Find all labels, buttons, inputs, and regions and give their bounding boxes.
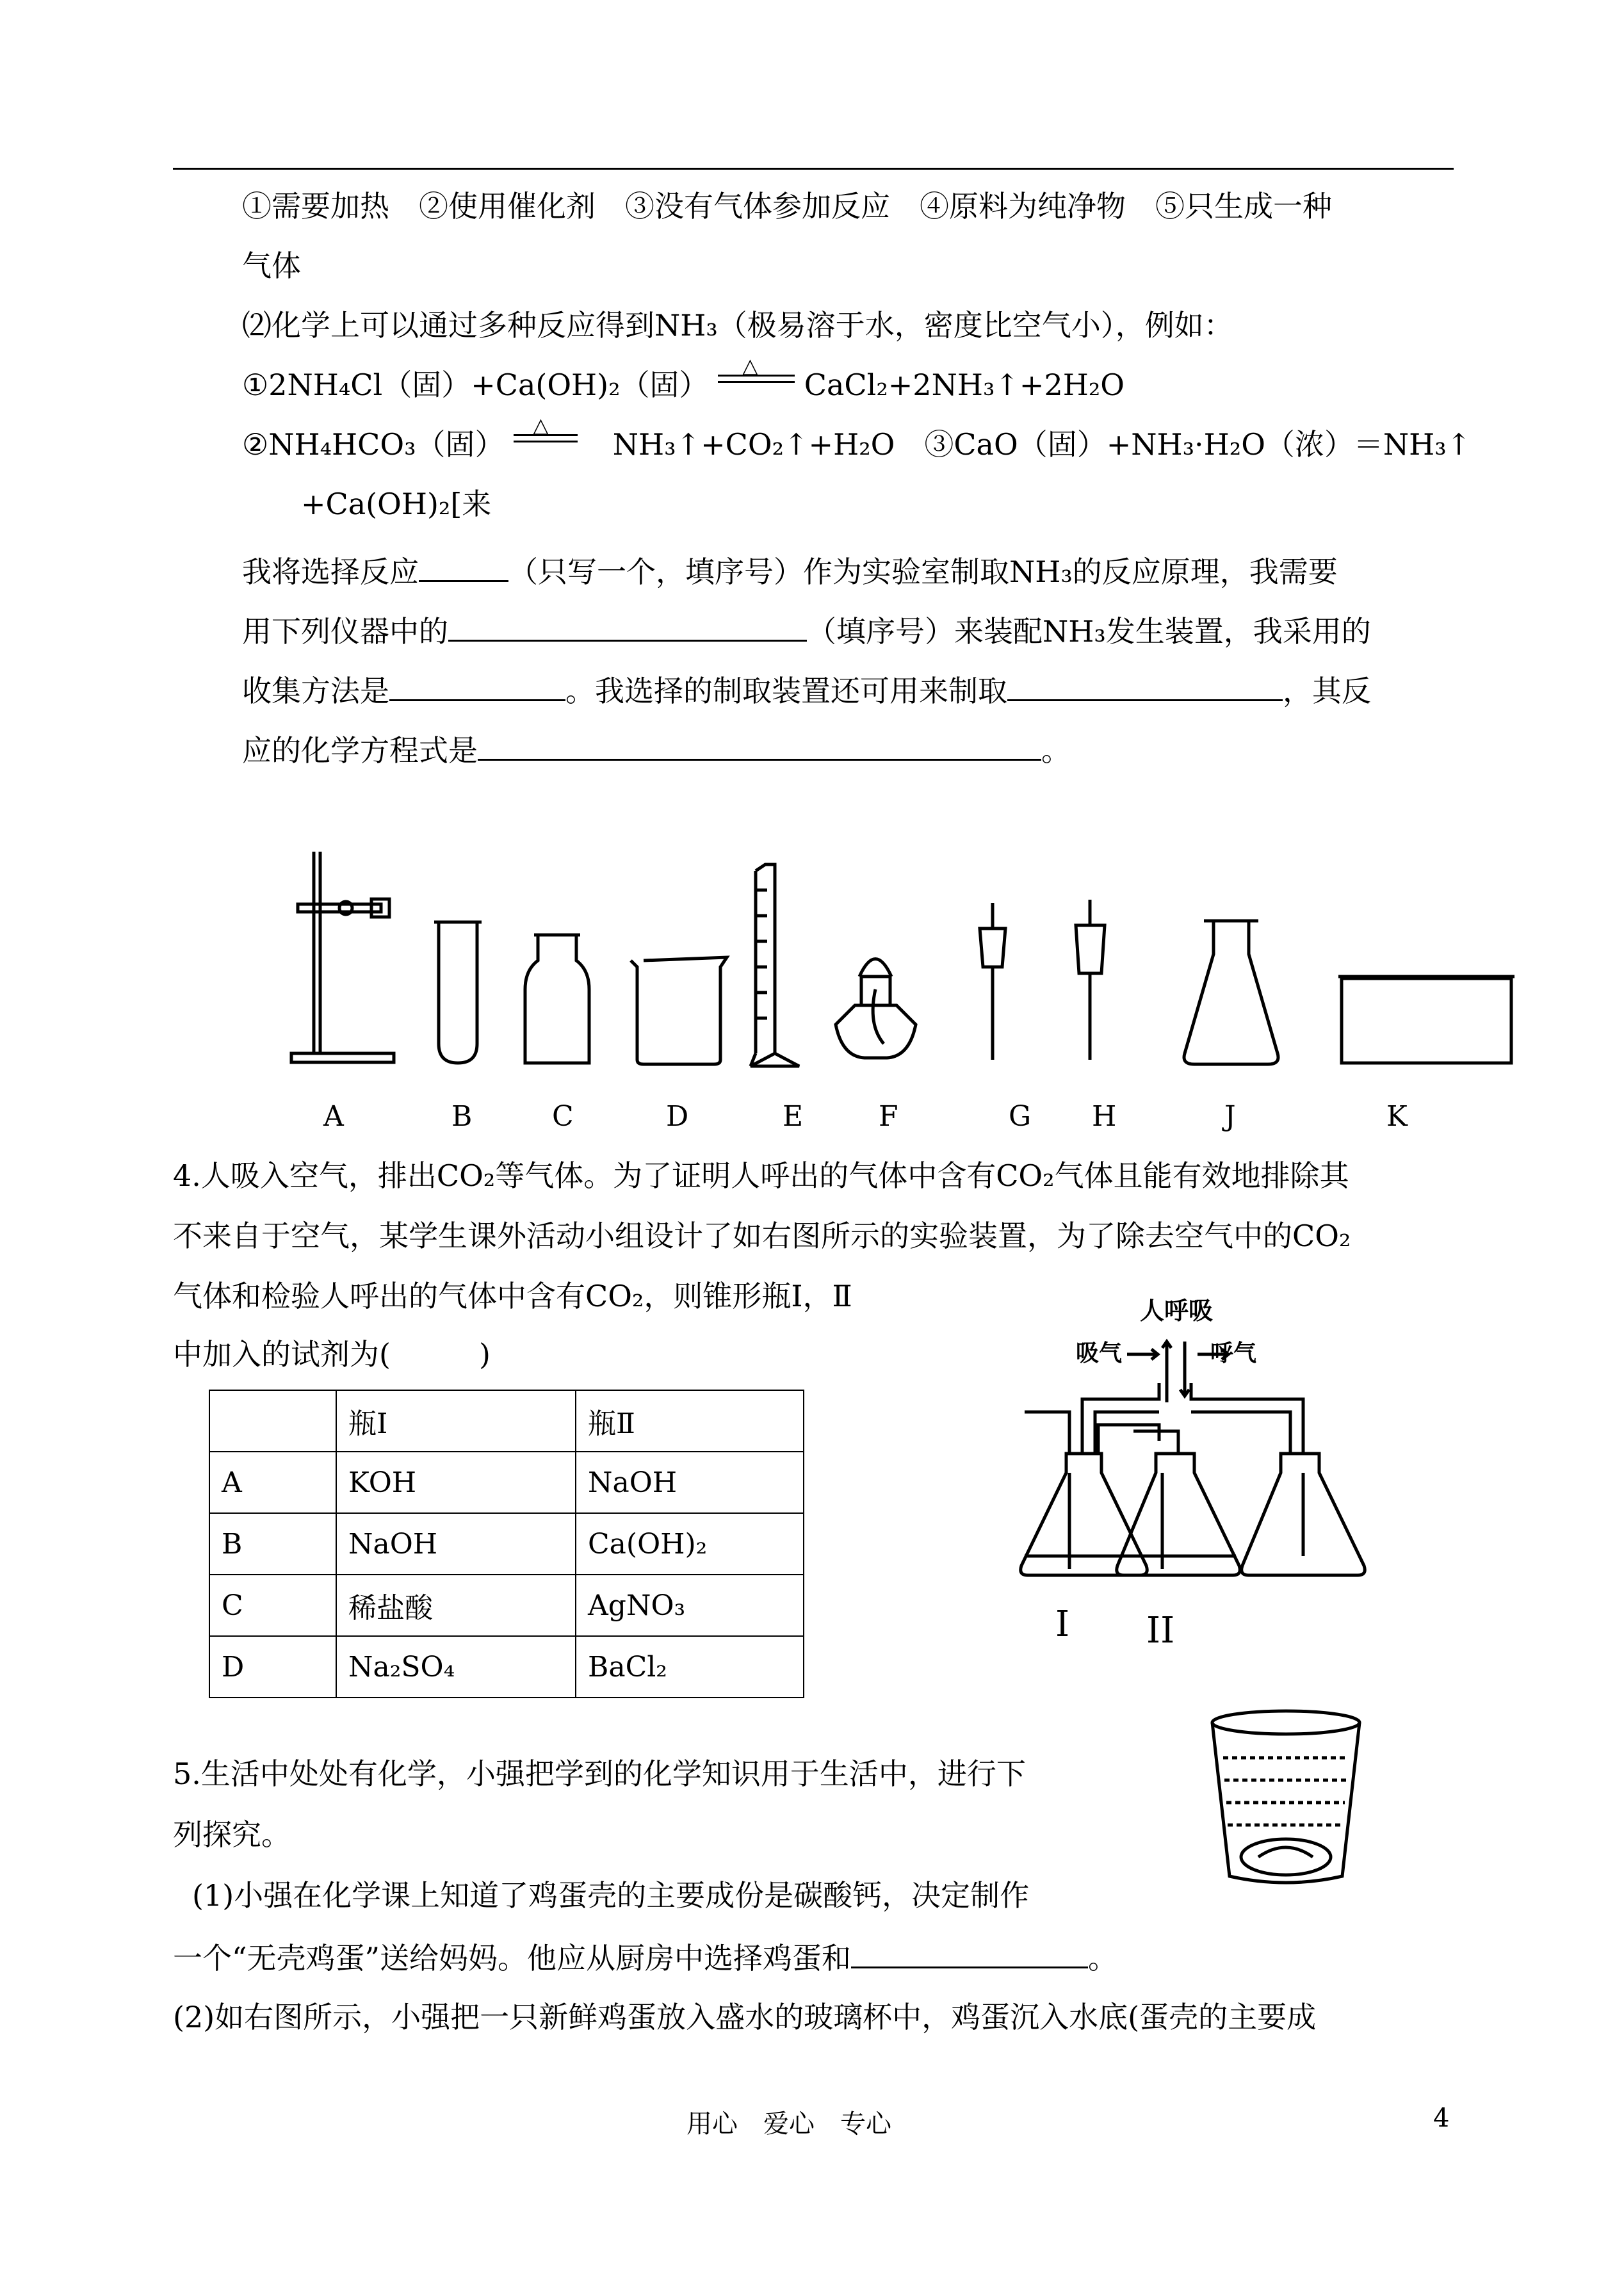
option-list: ①需要加热 ②使用催化剂 ③没有气体参加反应 ④原料为纯净物 ⑤只生成一种 xyxy=(242,189,1332,223)
table-cell: KOH xyxy=(336,1452,576,1513)
iron-stand-icon xyxy=(291,852,394,1062)
table-cell: Na₂SO₄ xyxy=(336,1636,576,1698)
reagent-table xyxy=(209,1390,804,1698)
label-h: H xyxy=(1092,1100,1117,1133)
q5-line-1: 5.生活中处处有化学，小强把学到的化学知识用于生活中，进行下 xyxy=(173,1756,1026,1791)
label-g: G xyxy=(1009,1100,1032,1133)
fill-line-1: 我将选择反应 （只写一个，填序号）作为实验室制取NH₃的反应原理，我需要 xyxy=(242,551,1338,591)
flask-label-1: I xyxy=(1055,1603,1070,1645)
table-row xyxy=(209,1452,804,1513)
blank-equation[interactable] xyxy=(478,729,1041,761)
table-cell: D xyxy=(209,1636,336,1698)
blank-collect-method[interactable] xyxy=(389,670,565,701)
heat-triangle-2: △ xyxy=(533,413,549,437)
apparatus-figure xyxy=(269,832,1524,1076)
header-rule xyxy=(173,168,1454,170)
table-header-row xyxy=(209,1390,804,1452)
q3-part2-intro: ⑵化学上可以通过多种反应得到NH₃（极易溶于水，密度比空气小），例如： xyxy=(242,308,1233,343)
table-cell: NaOH xyxy=(576,1452,804,1513)
fig-label-exhale: 呼气 xyxy=(1210,1340,1257,1366)
breathing-apparatus-figure xyxy=(999,1287,1396,1665)
reaction-3-cont: +Ca(OH)₂[来 xyxy=(301,487,492,521)
q4-line-3: 气体和检验人呼出的气体中含有CO₂，则锥形瓶Ⅰ，Ⅱ xyxy=(173,1279,852,1313)
reaction-2-3 xyxy=(242,413,1472,464)
label-c: C xyxy=(552,1100,574,1133)
test-tube-icon xyxy=(439,922,477,1063)
stopper-tube-h-icon xyxy=(1076,900,1105,1060)
option-list-cont: 气体 xyxy=(242,248,301,283)
table-cell xyxy=(209,1390,336,1452)
label-k: K xyxy=(1386,1100,1408,1133)
table-cell: 瓶Ⅱ xyxy=(576,1390,804,1452)
table-cell: AgNO₃ xyxy=(576,1575,804,1636)
label-f: F xyxy=(879,1100,898,1133)
fill-line-4: 应的化学方程式是 。 xyxy=(242,729,1071,770)
table-cell: 稀盐酸 xyxy=(336,1575,576,1636)
fill-line-3: 收集方法是 。我选择的制取装置还可用来制取 ，其反 xyxy=(242,670,1371,710)
label-d: D xyxy=(666,1100,689,1133)
table-row xyxy=(209,1513,804,1575)
q5-line-2: 列探究。 xyxy=(173,1817,291,1852)
fig-label-breathe: 人呼吸 xyxy=(1140,1297,1214,1325)
egg-in-glass-figure xyxy=(1204,1703,1370,1895)
alcohol-lamp-icon xyxy=(836,959,916,1058)
q5-line-4: 一个“无壳鸡蛋”送给妈妈。他应从厨房中选择鸡蛋和 。 xyxy=(173,1937,1117,1977)
heat-sign-2 xyxy=(514,413,578,455)
table-cell: NaOH xyxy=(336,1513,576,1575)
table-cell: Ca(OH)₂ xyxy=(576,1513,804,1575)
label-e: E xyxy=(783,1100,804,1133)
blank-apparatus[interactable] xyxy=(448,610,807,642)
blank-ingredient[interactable] xyxy=(851,1937,1088,1968)
footer-motto: 用心 爱心 专心 xyxy=(686,2109,891,2139)
q5-line-5: (2)如右图所示，小强把一只新鲜鸡蛋放入盛水的玻璃杯中，鸡蛋沉入水底(蛋壳的主要成 xyxy=(173,2000,1317,2034)
table-cell: BaCl₂ xyxy=(576,1636,804,1698)
table-cell: C xyxy=(209,1575,336,1636)
heat-sign xyxy=(718,353,795,395)
reaction-2-3-rest: NH₃↑+CO₂↑+H₂O ③CaO（固）+NH₃·H₂O（浓）＝NH₃↑ xyxy=(612,427,1472,462)
reaction-1 xyxy=(242,353,1125,404)
fill-line-2: 用下列仪器中的 （填序号）来装配NH₃发生装置，我采用的 xyxy=(242,610,1371,651)
reaction-2-reactant: ②NH₄HCO₃（固） xyxy=(242,427,505,462)
water-trough-icon xyxy=(1342,978,1511,1063)
egg-icon xyxy=(1241,1839,1331,1875)
heat-triangle: △ xyxy=(742,353,758,378)
table-row xyxy=(209,1636,804,1698)
measuring-cylinder-icon xyxy=(751,864,799,1066)
label-b: B xyxy=(451,1100,473,1133)
table-cell: 瓶Ⅰ xyxy=(336,1390,576,1452)
stopper-tube-g-icon xyxy=(980,903,1005,1060)
label-j: J xyxy=(1224,1100,1236,1133)
label-a: A xyxy=(323,1100,344,1133)
reaction-1-reactants: ①2NH₄Cl（固）+Ca(OH)₂（固） xyxy=(242,368,709,402)
q5-line-3: (1)小强在化学课上知道了鸡蛋壳的主要成份是碳酸钙，决定制作 xyxy=(192,1878,1030,1913)
q4-line-2: 不来自于空气，某学生课外活动小组设计了如右图所示的实验装置，为了除去空气中的CO₂ xyxy=(173,1219,1351,1253)
beaker-icon xyxy=(631,957,727,1064)
reaction-1-products: CaCl₂+2NH₃↑+2H₂O xyxy=(804,368,1125,402)
flask-label-2: II xyxy=(1146,1610,1175,1651)
reagent-bottle-icon xyxy=(525,935,589,1063)
blank-other-gas[interactable] xyxy=(1007,670,1283,701)
blank-reaction[interactable] xyxy=(419,551,508,582)
page-number: 4 xyxy=(1433,2104,1450,2133)
fig-label-inhale: 吸气 xyxy=(1076,1340,1123,1366)
q4-line-1: 4.人吸入空气，排出CO₂等气体。为了证明人呼出的气体中含有CO₂气体且能有效地排除其 xyxy=(173,1158,1349,1193)
conical-flask-icon xyxy=(1184,922,1278,1064)
q4-line-4: 中加入的试剂为( ) xyxy=(173,1337,491,1372)
table-row xyxy=(209,1575,804,1636)
table-cell: A xyxy=(209,1452,336,1513)
table-cell: B xyxy=(209,1513,336,1575)
